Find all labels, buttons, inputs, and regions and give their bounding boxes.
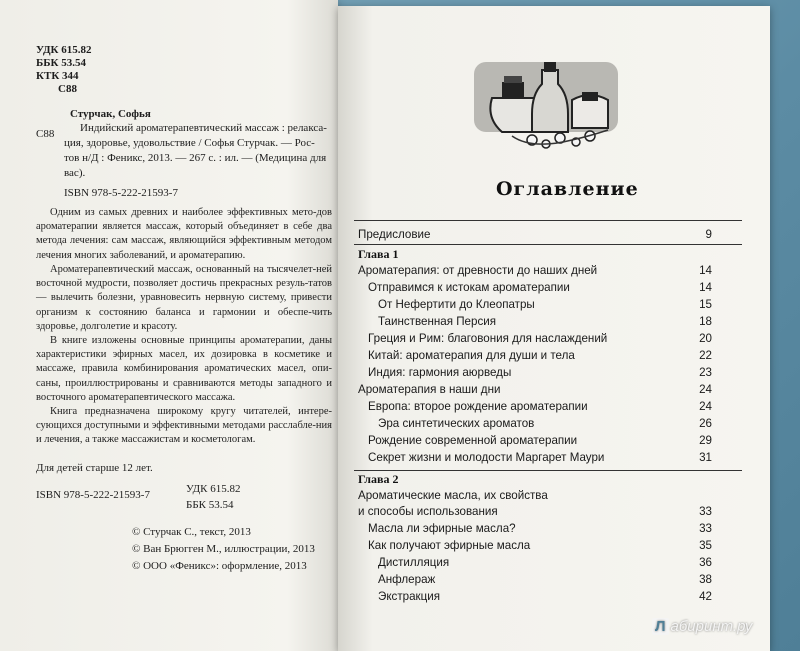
toc-entry: Отправимся к истокам ароматерапии	[368, 281, 570, 294]
copyright-text: © Стурчак С., текст, 2013	[132, 526, 251, 538]
toc-page: 24	[699, 400, 712, 413]
divider	[354, 470, 742, 471]
toc-entry-preface: Предисловие	[358, 228, 431, 241]
annotation-paragraph-1: Одним из самых древних и наиболее эффективных мето-дов ароматерапии является массаж, который объединяет в себе два метода лечения: сам массаж, являющийся эффективным методом лечения многих заболеваний, и ароматерапию.	[36, 207, 332, 261]
bbk-code: ББК 53.54	[36, 57, 87, 69]
toc-page: 33	[699, 522, 712, 535]
toc-page: 20	[699, 332, 712, 345]
chapter-2-label: Глава 2	[358, 472, 399, 486]
udk-code: УДК 615.82	[36, 44, 92, 56]
toc-entry: Ароматерапия в наши дни	[358, 383, 501, 396]
annotation-paragraph-4: Книга предназначена широкому кругу читателей, интере-сующихся доступными и эффективными методами расслабле-ния и лечения, а также массажистам и косметологам.	[36, 406, 332, 446]
annotation-paragraph-3: В книге изложены основные принципы ароматерапии, даны характеристики эфирных масел, их дозировка в косметике и массаже, правила комбинирования ароматических масел, опи-саны, проиллюстрированы и сравниваются методы западного и восточного ароматерапевтического массажа.	[36, 335, 332, 403]
age-note: Для детей старше 12 лет.	[36, 462, 153, 474]
toc-entry: Китай: ароматерапия для души и тела	[368, 349, 575, 362]
copyright-design: © ООО «Феникс»: оформление, 2013	[132, 560, 307, 572]
toc-entry: Таинственная Персия	[378, 315, 497, 328]
toc-page: 38	[699, 573, 712, 586]
bbk-bottom: ББК 53.54	[186, 499, 234, 511]
toc-entry: Индия: гармония аюрведы	[368, 366, 512, 379]
classification-codes	[36, 44, 92, 96]
toc-page: 31	[699, 451, 712, 464]
catalog-line-2: ция, здоровье, удовольствие / Софья Стурчак. — Рос-	[64, 137, 315, 149]
toc-page: 23	[699, 366, 712, 379]
ktk-code: КТК 344	[36, 70, 79, 82]
right-page	[338, 6, 770, 651]
annotation-paragraph-2: Ароматерапевтический массаж, основанный на тысячелет-ней восточной мудрости, позволяет достичь прекрасных резуль-татов — вылечить болезни, уравновесить нервную систему, привести организм к состоянию баланса и гармонии и обеспе-чить здоровье, долголетие и красоту.	[36, 264, 332, 332]
left-page	[0, 0, 338, 651]
toc-page: 22	[699, 349, 712, 362]
toc-page: 24	[699, 383, 712, 396]
copyright-illustrations: © Ван Брюгген М., иллюстрации, 2013	[132, 543, 315, 555]
divider	[354, 244, 742, 245]
toc-page: 14	[699, 281, 712, 294]
toc-page: 26	[699, 417, 712, 430]
toc-title: Оглавление	[496, 178, 639, 200]
toc-page: 14	[699, 264, 712, 277]
toc-entry: Секрет жизни и молодости Маргарет Маури	[368, 451, 605, 464]
catalog-line-3: тов н/Д : Феникс, 2013. — 267 с. : ил. — (Медицина для	[64, 152, 327, 164]
divider	[354, 220, 742, 221]
toc-entry: Как получают эфирные масла	[368, 539, 531, 552]
chapter-1-label: Глава 1	[358, 247, 399, 261]
toc-page: 18	[699, 315, 712, 328]
chapter-2-heading-line-1: Ароматические масла, их свойства	[358, 489, 548, 502]
catalog-line-1: Индийский ароматерапевтический массаж : релакса-	[80, 122, 327, 134]
toc-entry: Экстракция	[378, 590, 441, 603]
isbn-top: ISBN 978-5-222-21593-7	[64, 187, 178, 199]
toc-page: 36	[699, 556, 712, 569]
chapter-2-heading-line-2: и способы использования	[358, 505, 498, 518]
catalog-line-4: вас).	[64, 167, 86, 179]
labirint-watermark	[652, 618, 752, 635]
toc-page: 15	[699, 298, 712, 311]
aroma-bottles-illustration	[472, 58, 622, 154]
catalog-code: С88	[36, 128, 55, 140]
toc-entry: От Нефертити до Клеопатры	[378, 298, 535, 311]
labirint-logo-icon: Л	[652, 618, 669, 635]
toc-page: 29	[699, 434, 712, 447]
toc-entry: Греция и Рим: благовония для наслаждений	[368, 332, 608, 345]
toc-page: 42	[699, 590, 712, 603]
isbn-bottom: ISBN 978-5-222-21593-7	[36, 489, 150, 501]
toc-page: 33	[699, 505, 712, 518]
author-code: С88	[58, 83, 77, 95]
toc-entry: Дистилляция	[378, 556, 450, 569]
toc-entry: Эра синтетических ароматов	[378, 417, 535, 430]
toc-entry: Ароматерапия: от древности до наших дней	[358, 264, 598, 277]
udk-bottom: УДК 615.82	[186, 483, 241, 495]
watermark-text: абиринт.ру	[670, 618, 753, 635]
author-name: Стурчак, Софья	[70, 108, 151, 120]
toc-entry: Европа: второе рождение ароматерапии	[368, 400, 588, 413]
toc-entry: Анфлераж	[378, 573, 436, 586]
toc-page-preface: 9	[705, 228, 712, 241]
toc-entry: Масла ли эфирные масла?	[368, 522, 516, 535]
toc-entry: Рождение современной ароматерапии	[368, 434, 578, 447]
toc-page: 35	[699, 539, 712, 552]
